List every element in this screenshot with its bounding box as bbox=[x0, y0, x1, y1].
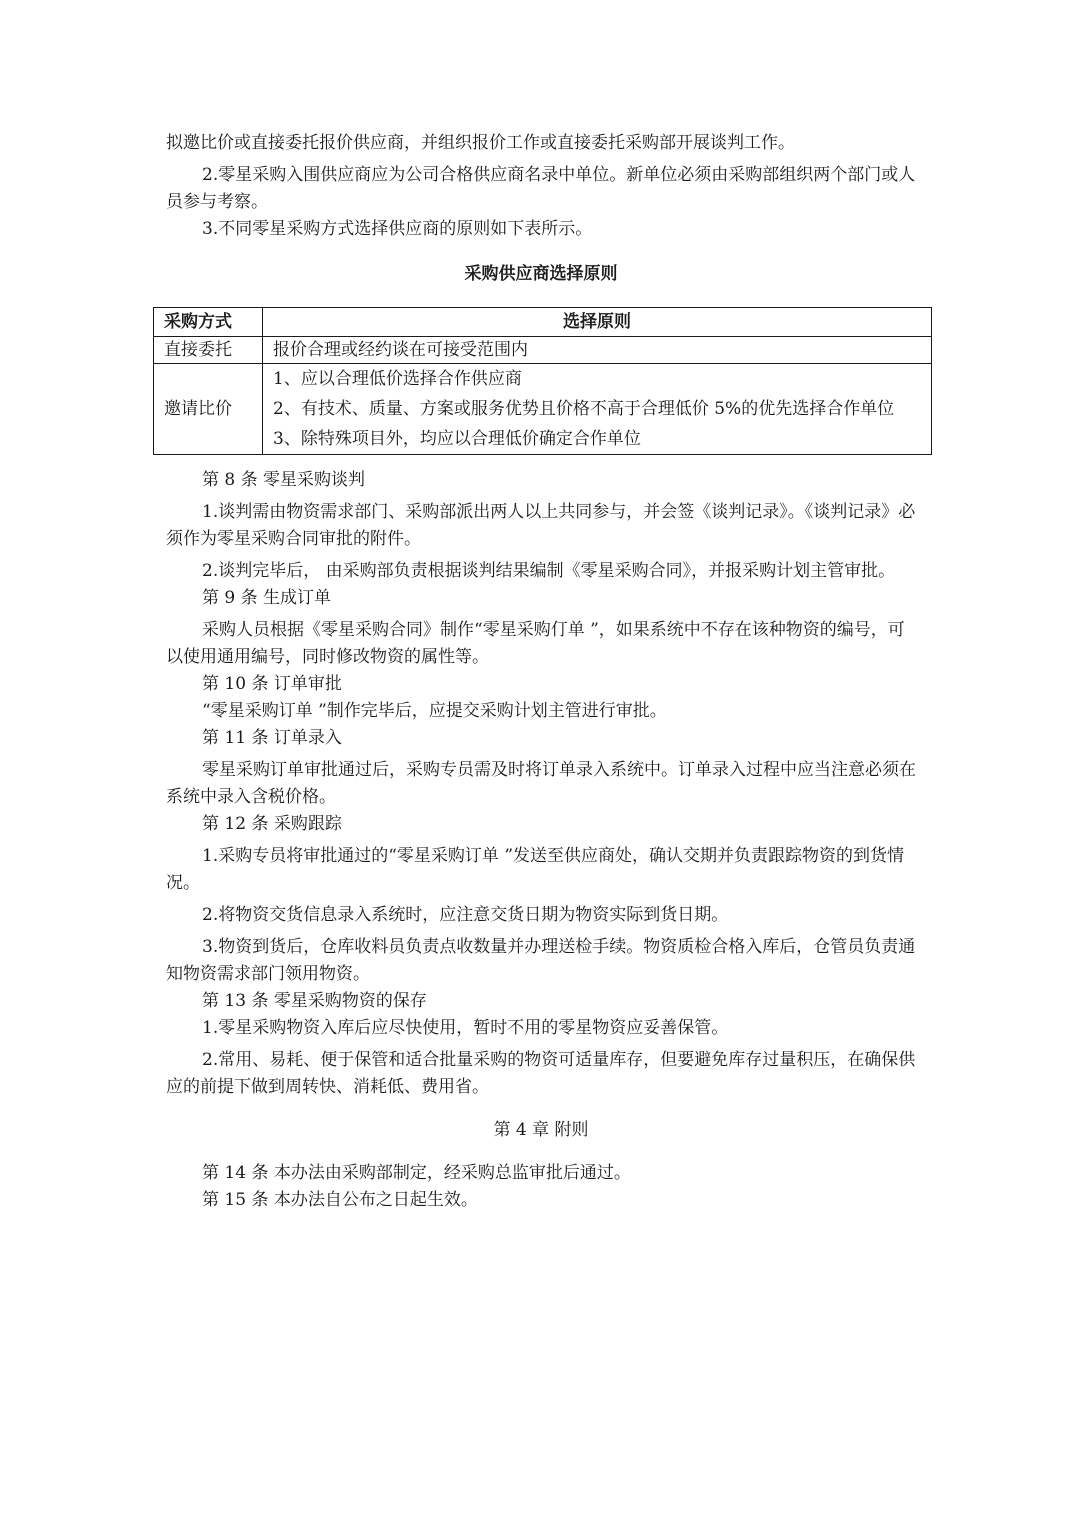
document-content bbox=[166, 130, 916, 1214]
paragraph: 2.将物资交货信息录入系统时，应注意交货日期为物资实际到货日期。 bbox=[202, 905, 729, 925]
rule-item: 2、有技术、质量、方案或服务优势且价格不高于合理低价 5%的优先选择合作单位 bbox=[273, 399, 895, 419]
table-cell-rules bbox=[263, 337, 932, 364]
paragraph: 2.谈判完毕后， 由采购部负责根据谈判结果编制《零星采购合同》，并报采购计划主管审批。 bbox=[202, 561, 896, 581]
article-heading: 第 13 条 零星采购物资的保存 bbox=[202, 991, 427, 1011]
article-heading: 第 10 条 订单审批 bbox=[202, 674, 342, 694]
chapter-heading: 第 4 章 附则 bbox=[493, 1120, 589, 1140]
rule-item: 1、应以合理低价选择合作供应商 bbox=[273, 369, 522, 389]
paragraph: 3.不同零星采购方式选择供应商的原则如下表所示。 bbox=[202, 219, 593, 239]
article-heading: 第 8 条 零星采购谈判 bbox=[202, 470, 366, 490]
table-cell-method: 直接委托 bbox=[154, 337, 263, 364]
table-row bbox=[154, 337, 932, 364]
rule-item: 3、除特殊项目外，均应以合理低价确定合作单位 bbox=[273, 429, 641, 449]
supplier-selection-table bbox=[153, 307, 932, 455]
paragraph: 采购人员根据《零星采购合同》制作“零星采购仃单 ”，如果系统中不存在该种物资的编号，可以使用通用编号，同时修改物资的属性等。 bbox=[166, 620, 905, 667]
article-heading: 第 9 条 生成订单 bbox=[202, 588, 332, 608]
table-header-row bbox=[154, 308, 932, 337]
table-cell-rules bbox=[263, 364, 932, 455]
table-row bbox=[154, 364, 932, 455]
table-cell-method: 邀请比价 bbox=[154, 364, 263, 455]
paragraph: 零星采购订单审批通过后，采购专员需及时将订单录入系统中。订单录入过程中应当注意必须在系统中录入含税价格。 bbox=[166, 760, 916, 807]
paragraph: 2.常用、易耗、便于保管和适合批量采购的物资可适量库存，但要避免库存过量积压，在确保供应的前提下做到周转快、消耗低、费用省。 bbox=[166, 1050, 916, 1097]
rule-item: 报价合理或经约谈在可接受范围内 bbox=[273, 340, 528, 360]
article-heading: 第 14 条 本办法由采购部制定，经采购总监审批后通过。 bbox=[202, 1163, 631, 1183]
table-header-rules: 选择原则 bbox=[263, 308, 932, 337]
paragraph: 2.零星采购入围供应商应为公司合格供应商名录中单位。新单位必须由采购部组织两个部门或人员参与考察。 bbox=[166, 165, 916, 212]
paragraph: 3.物资到货后，仓库收料员负责点收数量并办理送检手续。物资质检合格入库后，仓管员负责通知物资需求部门领用物资。 bbox=[166, 937, 916, 984]
paragraph: “零星采购订单 ”制作完毕后，应提交采购计划主管进行审批。 bbox=[202, 701, 667, 721]
paragraph: 1.零星采购物资入库后应尽快使用，暂时不用的零星物资应妥善保管。 bbox=[202, 1018, 729, 1038]
table-title: 采购供应商选择原则 bbox=[464, 264, 618, 284]
paragraph: 1.谈判需由物资需求部门、采购部派出两人以上共同参与，并会签《谈判记录》。《谈判记录》必须作为零星采购合同审批的附件。 bbox=[166, 502, 916, 549]
table-header-method: 采购方式 bbox=[154, 308, 263, 337]
article-heading: 第 11 条 订单录入 bbox=[202, 728, 342, 748]
article-heading: 第 12 条 采购跟踪 bbox=[202, 814, 342, 834]
article-heading: 第 15 条 本办法自公布之日起生效。 bbox=[202, 1190, 478, 1210]
paragraph: 1.采购专员将审批通过的“零星采购订单 ”发送至供应商处，确认交期并负责跟踪物资的到货情况。 bbox=[166, 846, 905, 893]
paragraph: 拟邀比价或直接委托报价供应商，并组织报价工作或直接委托采购部开展谈判工作。 bbox=[166, 133, 795, 153]
